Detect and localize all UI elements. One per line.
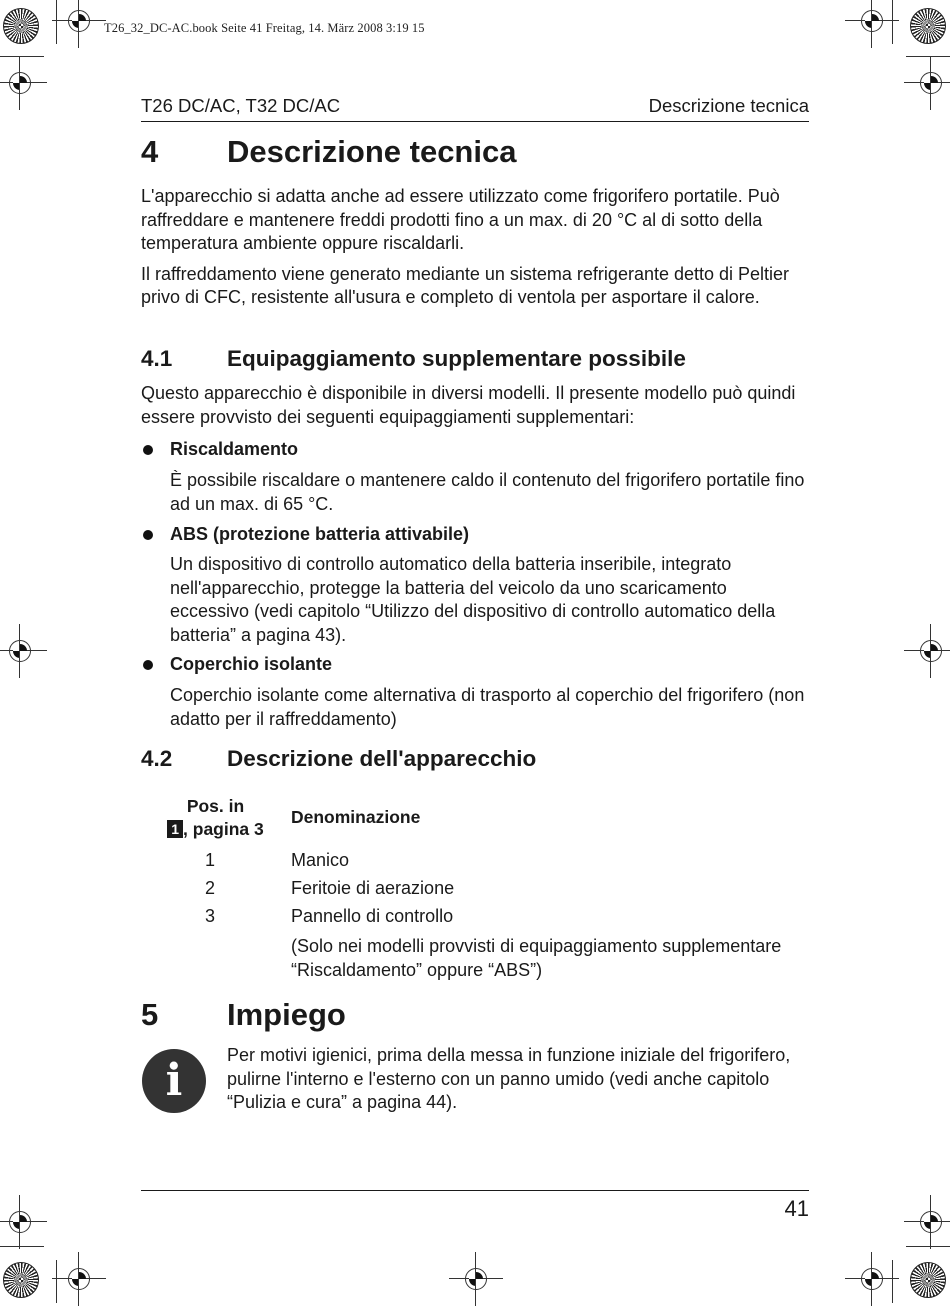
info-icon: i xyxy=(142,1049,206,1113)
bullet-icon xyxy=(143,660,153,670)
section-title: Descrizione tecnica xyxy=(227,134,517,169)
page-number: 41 xyxy=(784,1196,809,1221)
registration-mark xyxy=(64,1264,94,1294)
print-rosette-bottom-left xyxy=(3,1262,39,1298)
registration-mark xyxy=(5,1207,35,1237)
bullet-text: Un dispositivo di controllo automatico della batteria inseribile, integrato nell'apparecchio, protegge la batteria del veicolo da uno scaricamento eccessivo (vedi capitolo “Utilizzo del dispositivo di controllo automatico della batteria” a pagina 43). xyxy=(170,554,776,645)
table-cell-name: Pannello di controllo xyxy=(291,906,454,926)
bullet-icon xyxy=(143,445,153,455)
section-title: Impiego xyxy=(227,997,346,1032)
subsection-number: 4.1 xyxy=(141,346,173,371)
trim-line xyxy=(56,1260,57,1303)
print-rosette-bottom-right xyxy=(910,1262,946,1298)
registration-mark xyxy=(5,68,35,98)
table-header-position xyxy=(153,795,278,841)
table-cell-pos: 2 xyxy=(205,878,216,898)
trim-line xyxy=(0,56,44,57)
table-cell-name: Feritoie di aerazione xyxy=(291,878,455,898)
registration-mark xyxy=(64,6,94,36)
table-header-suffix: , pagina 3 xyxy=(183,819,264,839)
paragraph: L'apparecchio si adatta anche ad essere utilizzato come frigorifero portatile. Può raffreddare e mantenere freddi prodotti fino a un max. di 20 °C al di sotto della temperatura ambiente oppure riscaldarli. xyxy=(141,186,780,253)
section-body xyxy=(141,185,809,310)
table-cell-name: Manico xyxy=(291,850,350,870)
registration-mark xyxy=(461,1264,491,1294)
bullet-text: Coperchio isolante come alternativa di trasporto al coperchio del frigorifero (non adatto per il raffreddamento) xyxy=(170,685,805,729)
bullet-title: Coperchio isolante xyxy=(170,654,333,674)
bullet-title: ABS (protezione batteria attivabile) xyxy=(170,524,470,544)
header-rule xyxy=(141,121,809,122)
figure-reference-box: 1 xyxy=(167,820,183,838)
table-cell-pos: 1 xyxy=(205,850,216,870)
trim-line xyxy=(56,0,57,44)
paragraph: Il raffreddamento viene generato mediante un sistema refrigerante detto di Peltier privo di CFC, resistente all'usura e completo di ventola per asportare il calore. xyxy=(141,263,790,307)
bullet-icon xyxy=(143,530,153,540)
trim-line xyxy=(906,56,950,57)
subsection-intro: Questo apparecchio è disponibile in diversi modelli. Il presente modello può quindi essere provvisto dei seguenti equipaggiamenti supplementari: xyxy=(141,383,796,427)
running-header-right: Descrizione tecnica xyxy=(648,95,809,116)
bullet-text: È possibile riscaldare o mantenere caldo il contenuto del frigorifero portatile fino ad un max. di 65 °C. xyxy=(170,470,805,514)
footer-rule xyxy=(141,1190,809,1191)
bullet-title: Riscaldamento xyxy=(170,439,299,459)
info-note: Per motivi igienici, prima della messa in funzione iniziale del frigorifero, pulirne l'interno e l'esterno con un panno umido (vedi anche capitolo “Pulizia e cura” a pagina 44). xyxy=(227,1045,791,1112)
subsection-title: Equipaggiamento supplementare possibile xyxy=(227,346,686,371)
table-note: (Solo nei modelli provvisti di equipaggiamento supplementare “Riscaldamento” oppure “ABS”) xyxy=(291,936,782,980)
print-rosette-top-left xyxy=(3,8,39,44)
table-header-line: Pos. in xyxy=(186,796,245,816)
trim-line xyxy=(0,1246,44,1247)
subsection-number: 4.2 xyxy=(141,746,173,771)
registration-mark xyxy=(857,1264,887,1294)
table-header-name: Denominazione xyxy=(291,807,421,827)
section-number: 5 xyxy=(141,997,159,1032)
registration-mark xyxy=(916,1207,946,1237)
table-cell-pos: 3 xyxy=(205,906,216,926)
trim-line xyxy=(892,1260,893,1303)
registration-mark xyxy=(857,6,887,36)
running-header-left: T26 DC/AC, T32 DC/AC xyxy=(141,95,341,116)
trim-line xyxy=(892,0,893,44)
table-header-line xyxy=(153,818,278,841)
section-number: 4 xyxy=(141,134,159,169)
trim-line xyxy=(906,1246,950,1247)
registration-mark xyxy=(916,68,946,98)
print-info-slug: T26_32_DC-AC.book Seite 41 Freitag, 14. März 2008 3:19 15 xyxy=(104,21,425,35)
registration-mark xyxy=(5,636,35,666)
print-rosette-top-right xyxy=(910,8,946,44)
registration-mark xyxy=(916,636,946,666)
subsection-title: Descrizione dell'apparecchio xyxy=(227,746,537,771)
